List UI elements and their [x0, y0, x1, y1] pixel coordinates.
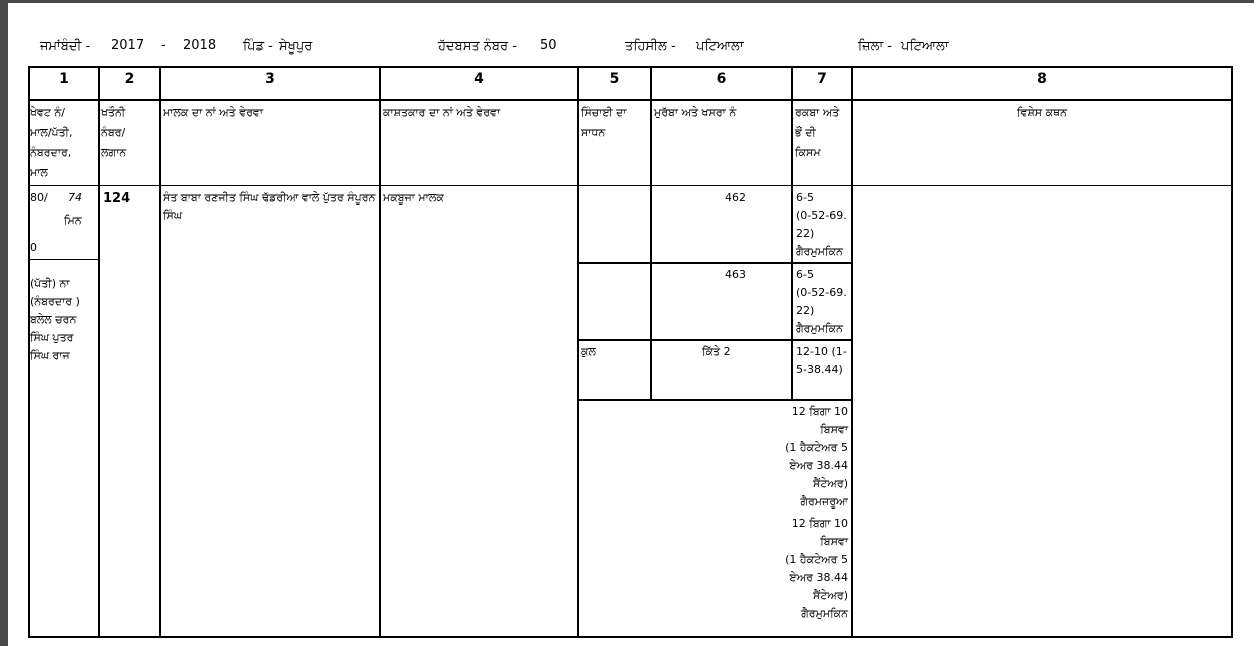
khewat-number: 80/ [30, 191, 48, 204]
total-row-border [577, 399, 853, 401]
year-from: 2017 [111, 38, 145, 53]
khasra-463: 463 [725, 268, 746, 281]
col-title-3: ਮਾਲਕ ਦਾ ਨਾਂ ਅਤੇ ਵੇਰਵਾ [163, 106, 263, 119]
pind-value: ਸੇਖੂਪੁਰ [279, 39, 313, 54]
col-number-4: 4 [474, 71, 484, 87]
col-title-1-line: ਮਾਲ/ਪੱਤੀ, [30, 126, 73, 139]
jamabandi-label: ਜਮਾਂਬੰਦੀ - [40, 39, 91, 54]
patti-line: (ਪੱਤੀ) ਨਾ [30, 277, 70, 290]
col-border-6 [791, 66, 793, 401]
area-462 [796, 189, 852, 261]
patti-line: (ਨੰਬਰਦਾਰ ) [30, 295, 80, 308]
khasra-row-2-border [577, 339, 853, 341]
col-border-4 [577, 66, 579, 638]
col-title-5-line: ਸਿੰਚਾਈ ਦਾ [581, 106, 627, 119]
area-line: (0-52-69. [796, 209, 847, 222]
summary-line: ਬਿਸਵਾ [820, 535, 848, 548]
col-title-1 [30, 103, 98, 183]
area-463 [796, 266, 852, 338]
khewat-min: ਮਿਨ [64, 214, 82, 227]
area-line: (0-52-69. [796, 286, 847, 299]
col-title-2 [101, 103, 159, 163]
summary-gairmumkin [708, 515, 848, 623]
summary-gairmajrua [708, 403, 848, 511]
col-number-2: 2 [124, 71, 135, 87]
col-border-5 [650, 66, 652, 401]
area-line: 6-5 [796, 191, 814, 204]
total-label: ਕੁਲ [581, 345, 596, 358]
patti-details [30, 275, 98, 365]
total-area [796, 343, 852, 379]
col-border-2 [159, 66, 161, 638]
col-title-1-line: ਮਾਲ [30, 166, 48, 179]
summary-line: ਬਿਸਵਾ [820, 423, 848, 436]
col-title-6: ਮੁਰੱਬਾ ਅਤੇ ਖਸਰਾ ਨੰ [654, 106, 737, 119]
col-title-2-line: ਲਗਾਨ [101, 146, 127, 159]
area-line: ਗੈਰਮੁਮਕਿਨ [796, 245, 843, 258]
khewat-number-b: 74 [68, 191, 82, 204]
area-line: 6-5 [796, 268, 814, 281]
col-number-8: 8 [1037, 71, 1047, 87]
col-title-5 [581, 103, 650, 143]
summary-line: 12 ਬਿਗਾ 10 [791, 405, 848, 418]
khasra-462: 462 [725, 191, 746, 204]
pind-label: ਪਿੰਡ - [243, 39, 273, 54]
patti-line: ਬਲੇਲ ਚਰਨ [30, 313, 77, 326]
col-title-7-line: ਕਿਸਮ [795, 146, 821, 159]
hadbast-value: 50 [540, 38, 557, 53]
col-number-1: 1 [59, 71, 69, 87]
col-title-2-line: ਖਤੌਨੀ [101, 106, 126, 119]
owner-details: ਸੰਤ ਬਾਬਾ ਰਣਜੀਤ ਸਿੰਘ ਢੱਡਰੀਆ ਵਾਲੇ ਪੁੱਤਰ ਸੰਪੂਰਨ ਸਿੰਘ [163, 191, 376, 222]
area-line: ਗੈਰਮੁਮਕਿਨ [796, 322, 843, 335]
col-border-right [1231, 66, 1233, 638]
summary-line: ਏਅਰ 38.44 [789, 571, 848, 584]
hadbast-label: ਹੱਦਬਸਤ ਨੰਬਰ - [438, 39, 517, 54]
summary-line: ਗੈਰਮੁਮਕਿਨ [801, 607, 848, 620]
cultivator-details: ਮਕਬੂਜਾ ਮਾਲਕ [383, 191, 444, 204]
summary-line: ਸੈਂਟੇਅਰ) [813, 589, 848, 602]
year-separator: - [161, 38, 166, 53]
col-number-5: 5 [609, 71, 620, 87]
col-border-3 [379, 66, 381, 638]
kitte-count: ਕਿੱਤੇ 2 [702, 345, 731, 358]
zila-value: ਪਟਿਆਲਾ [901, 39, 949, 54]
col-title-8: ਵਿਸ਼ੇਸ ਕਥਨ [1017, 106, 1067, 119]
col-number-3: 3 [265, 71, 275, 87]
area-line: 12-10 (1- [796, 345, 847, 358]
summary-line: ਗੈਰਮਜਰੂਆ [800, 495, 848, 508]
number-row-border [28, 99, 1232, 101]
summary-line: 12 ਬਿਗਾ 10 [791, 517, 848, 530]
col-title-7-line: ਭੌਂ ਦੀ [795, 126, 816, 139]
tehsil-label: ਤਹਿਸੀਲ - [625, 39, 676, 54]
col-title-4: ਕਾਸ਼ਤਕਾਰ ਦਾ ਨਾਂ ਅਤੇ ਵੇਰਵਾ [383, 106, 501, 119]
header-row-border [28, 185, 1232, 186]
jamabandi-page [8, 3, 1254, 646]
area-line: 22) [796, 227, 815, 240]
patti-line: ਸਿੰਘ ਰਾਜ [30, 349, 70, 362]
col-title-7 [795, 103, 851, 163]
col-title-5-line: ਸਾਧਨ [581, 126, 606, 139]
col-title-2-line: ਨੰਬਰ/ [101, 126, 126, 139]
khatauni-number: 124 [103, 191, 131, 206]
year-to: 2018 [183, 38, 217, 53]
col-number-7: 7 [817, 71, 827, 87]
col-border-1 [98, 66, 100, 638]
summary-line: ਸੈਂਟੇਅਰ) [813, 477, 848, 490]
patti-line: ਸਿੰਘ ਪੁਤਰ [30, 331, 74, 344]
col-title-1-line: ਨੰਬਰਦਾਰ, [30, 146, 72, 159]
khewat-divider [28, 259, 98, 260]
table-top-border [28, 66, 1232, 68]
khasra-row-1-border [577, 262, 853, 264]
col-title-7-line: ਰਕਬਾ ਅਤੇ [795, 106, 840, 119]
summary-line: ਏਅਰ 38.44 [789, 459, 848, 472]
tehsil-value: ਪਟਿਆਲਾ [696, 39, 744, 54]
area-line: 22) [796, 304, 815, 317]
khewat-zero: 0 [30, 241, 37, 254]
col-number-6: 6 [716, 71, 727, 87]
table-bottom-border [28, 636, 1232, 638]
summary-line: (1 ਹੈਕਟੇਅਰ 5 [785, 441, 848, 454]
summary-line: (1 ਹੈਕਟੇਅਰ 5 [785, 553, 848, 566]
zila-label: ਜ਼ਿਲਾ - [858, 39, 892, 54]
col-title-1-line: ਖੇਵਟ ਨੰ/ [30, 106, 65, 119]
area-line: 5-38.44) [796, 363, 843, 376]
